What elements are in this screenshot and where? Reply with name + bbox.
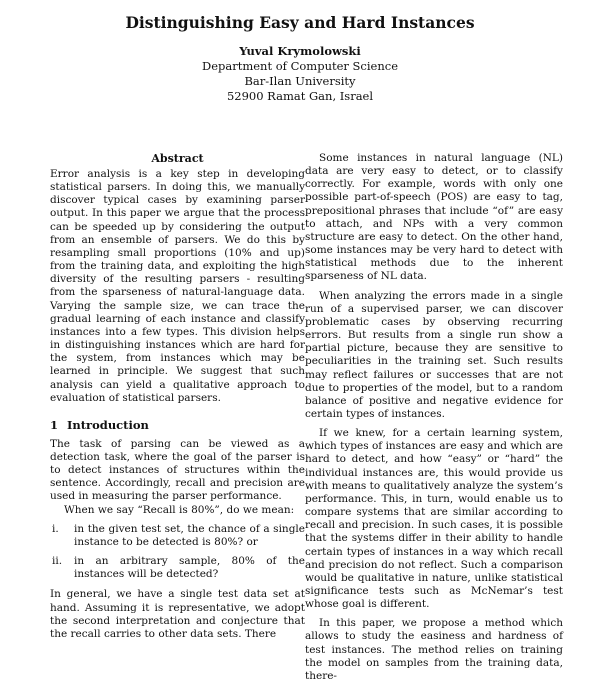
body-paragraph-2: When analyzing the errors made in a single run of a supervised parser, we can discover problematic cases by observing recurring errors. But results from a single run show a partial picture, because they are sensitive to peculiarities in the training set. Such results may reflect failures or successes that are not due to properties of the model, but to a random balance of positive and negative evidence for certain types of instances.: [305, 289, 563, 420]
author-name: Yuval Krymolowski: [239, 44, 361, 58]
section-title: Introduction: [67, 417, 149, 432]
list-item: [50, 523, 305, 549]
abstract-text: Error analysis is a key step in developing statistical parsers. In doing this, we manually discover typical cases by examining parser output. In this paper we argue that the process can be speeded up by considering the output from an ensemble of parsers. We do this by resampling small proportions (10% and up) from the training data, and exploiting the high diversity of the resulting parsers - resulting from the sparseness of natural-language data. Varying the sample size, we can trace the gradual learning of each instance and classify instances into a few types. This division helps in distinguishing instances which are hard for the system, from instances which may be learned in principle. We suggest that such analysis can yield a qualitative approach to evaluation of statistical parsers.: [50, 168, 305, 404]
right-column: [305, 152, 563, 683]
list-marker: i.: [52, 522, 59, 535]
paper-title: Distinguishing Easy and Hard Instances: [125, 13, 475, 32]
body-paragraph-4: In this paper, we propose a method which allows to study the easiness and hardness of test instances. The method relies on training the model on samples from the training data, there-: [305, 617, 563, 682]
intro-paragraph-2: When we say “Recall is 80%”, do we mean:: [64, 503, 295, 516]
author-block: [0, 44, 600, 104]
author-university: Bar-Ilan University: [244, 74, 356, 88]
intro-paragraph-3: In general, we have a single test data set at hand. Assuming it is representative, we adopt the second interpretation and conjecture that the recall carries to other data sets. There: [50, 588, 305, 640]
list-item: [50, 555, 305, 581]
list-marker: ii.: [52, 555, 63, 568]
section-heading-introduction: [50, 418, 305, 432]
body-paragraph-1: Some instances in natural language (NL) data are very easy to detect, or to classify correctly. For example, words with only one possible part-of-speech (POS) are easy to tag, prepositional phrases that include “of” are easy to attach, and NPs with a very common structure are easy to detect. On the other hand, some instances may be very hard to detect with statistical methods due to the inherent sparseness of NL data.: [305, 152, 563, 283]
abstract-heading: Abstract: [151, 152, 204, 165]
list-item-text: in an arbitrary sample, 80% of the instances will be detected?: [74, 555, 305, 581]
list-item-text: in the given test set, the chance of a single instance to be detected is 80%? or: [74, 522, 305, 548]
intro-paragraph-1: The task of parsing can be viewed as a detection task, where the goal of the parser is to detect instances of structures within the sentence. Accordingly, recall and precision are used in measuring the parser performance.: [50, 437, 305, 503]
author-address: 52900 Ramat Gan, Israel: [226, 89, 374, 103]
author-department: Department of Computer Science: [201, 59, 399, 73]
left-column: [50, 152, 305, 641]
recall-question-list: [50, 523, 305, 582]
section-number: 1: [50, 417, 59, 432]
body-paragraph-3: If we knew, for a certain learning system, which types of instances are easy and which are hard to detect, and how “easy” or “hard” the individual instances are, this would provide us with means to qualitatively analyze the system’s performance. This, in turn, would enable us to compare systems that are similar according to recall and precision. In such cases, it is possible that the systems differ in their ability to handle certain types of instances in a way which recall and precision do not reflect. Such a comparison would be qualitative in nature, unlike statistical significance tests such as McNemar’s test whose goal is different.: [305, 427, 563, 611]
